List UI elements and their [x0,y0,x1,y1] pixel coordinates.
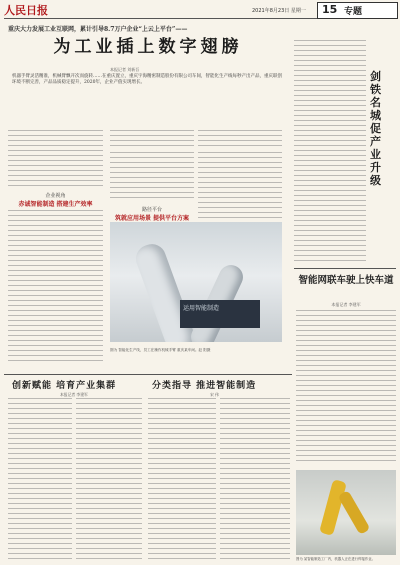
issue-date: 2021年8月23日 星期一 [252,8,306,14]
article-lead: 机器手臂灵活精准，机械臂飘开次而旋转……在重庆置立，重庆宇海精密制造股份有限公司车间，智能化生产线每秒产出产品，重庆联创环境不断完善，产品品质稳定提升，2020年，企业产值实现增长。 [12,74,282,85]
subhead-title: 筑就应用场景 提供平台方案 [114,215,190,222]
factory-photo [110,222,282,342]
body-text-block [148,398,216,560]
robot-photo [296,470,396,555]
body-text-block [8,130,103,190]
body-text-block [110,130,194,150]
article-headline: 为工业插上数字翅膀 [53,37,243,57]
sidebar-second-title: 智能网联车驶上快车道 [298,275,394,286]
sidebar-divider [294,268,396,269]
robot-arm-shape [338,490,371,535]
subhead [110,206,194,222]
body-text-block [8,210,103,365]
bottom-mid-byline: 宋 伟 [210,392,219,397]
subhead-label: 路径平台 [141,207,162,213]
photo-caption: 图为 智能化生产线，员工在操作机械手臂 重庆某车间。赵 阳摄 [110,348,211,352]
subhead-label: 企业视角 [45,193,66,199]
body-text-block [198,130,282,150]
body-text-block [110,152,194,202]
robot-photo-caption: 图为 某智能制造工厂内，机器人正在进行焊接作业。 [296,557,376,561]
sidebar-text-block [296,310,396,465]
masthead [4,2,396,19]
bottom-mid-title: 分类指导 推进智能制造 [152,381,257,391]
body-text-block [76,398,142,560]
article-byline: 本报记者 刘新吾 [110,67,140,72]
robot-arm-shape [319,479,347,536]
section-divider [4,374,292,375]
subhead [8,192,103,208]
sidebar-text-block [294,40,366,265]
sidebar-second-byline: 本报记者 李建军 [331,302,361,307]
newspaper-logo: 人民日报 [4,4,48,17]
body-text-block [220,398,290,560]
article-kicker: 重庆大力发展工业互联网，累计引导8.7万户企业“上云上平台”—— [8,26,188,33]
sidebar-title: 剑铁名城 促产业升级 [370,70,381,187]
body-text-block [8,398,72,560]
page-section-label: 专题 [344,7,363,17]
bottom-left-title: 创新赋能 培育产业集群 [12,381,117,391]
page-number: 15 [322,3,338,16]
page-indicator [317,2,398,19]
bottom-left-byline: 本报记者 李建军 [60,392,88,397]
subhead-title: 赤诚智能制造 搭建生产效率 [18,201,93,208]
photo-banner: 运用智能制造 [180,300,260,328]
